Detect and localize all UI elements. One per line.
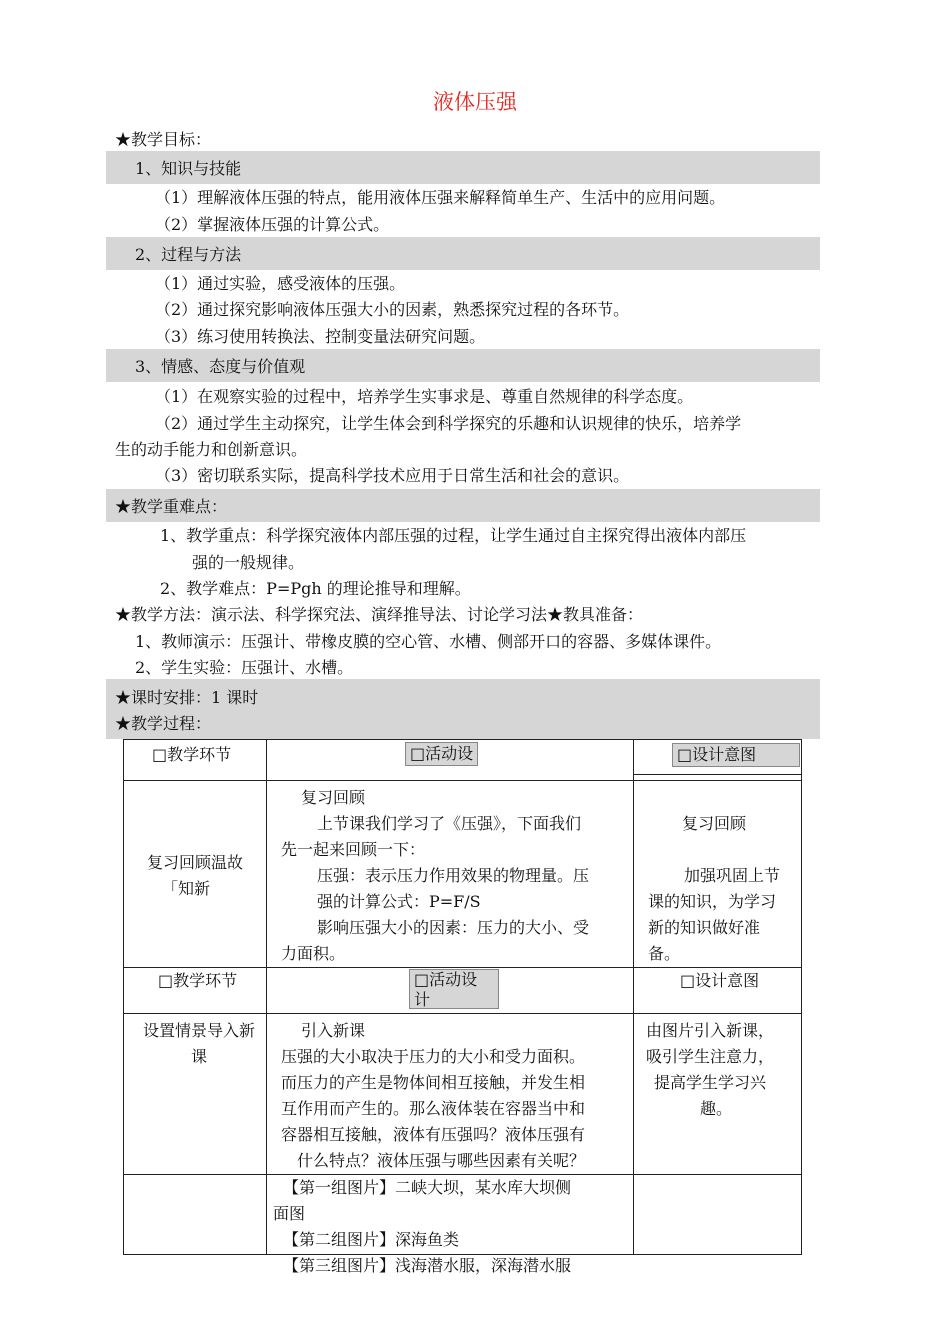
objective-section-label: 1、知识与技能 (135, 159, 242, 178)
header-label: □教学环节 (152, 745, 232, 764)
cell-text: 「知新 (161, 879, 210, 898)
cell-text: 引入新课 (301, 1021, 366, 1040)
cell-text: 提高学生学习兴 (654, 1073, 767, 1092)
header-cell (124, 740, 267, 781)
header-label: □活动设 (405, 742, 478, 766)
table-row (124, 1014, 802, 1175)
schedule-line: ★课时安排：1 课时 (115, 688, 259, 707)
objective-section-label: 3、情感、态度与价值观 (135, 357, 306, 376)
keypoint-item: 强的一般规律。 (192, 553, 305, 572)
header-cell (267, 740, 634, 781)
table-cell (634, 1014, 802, 1175)
cell-text: 容器相互接触，液体有压强吗？液体压强有 (281, 1125, 586, 1144)
header-cell (267, 968, 634, 1014)
page-title: 液体压强 (433, 90, 517, 114)
header-label: □活动设 (414, 970, 478, 989)
cell-text: 由图片引入新课， (646, 1021, 775, 1040)
table-cell (124, 781, 267, 968)
cell-text: 【第三组图片】浅海潜水服，深海潜水服 (283, 1256, 572, 1275)
table-cell (124, 1175, 267, 1255)
cell-text: 先一起来回顾一下： (281, 840, 426, 859)
header-label: □设计意图 (672, 743, 800, 767)
cell-text: 面图 (273, 1204, 306, 1223)
table-cell (124, 1014, 267, 1175)
cell-text: 备。 (648, 944, 681, 963)
header-cell (124, 968, 267, 1014)
cell-text: 设置情景导入新 (142, 1021, 255, 1040)
table-header-row (124, 968, 802, 1014)
cell-text: 吸引学生注意力， (646, 1047, 775, 1066)
cell-text: 压强：表示压力作用效果的物理量。压 (317, 866, 590, 885)
keypoints-heading: ★教学重难点： (115, 497, 228, 516)
objective-section-label: 2、过程与方法 (135, 245, 242, 264)
keypoint-item: 1、教学重点：科学探究液体内部压强的过程，让学生通过自主探究得出液体内部压 (160, 526, 747, 545)
objective-item: （2）通过探究影响液体压强大小的因素，熟悉探究过程的各环节。 (155, 300, 630, 319)
objective-item: （1）在观察实验的过程中，培养学生实事求是、尊重自然规律的科学态度。 (155, 387, 694, 406)
cell-text: 加强巩固上节 (684, 866, 781, 885)
header-label: □教学环节 (158, 971, 238, 990)
cell-text: 趣。 (700, 1099, 733, 1118)
table-cell (267, 781, 634, 968)
cell-text: 强的计算公式：P=F/S (317, 892, 481, 911)
cell-text: 什么特点？液体压强与哪些因素有关呢？ (297, 1151, 586, 1170)
methods-item: 2、学生实验：压强计、水槽。 (135, 658, 354, 677)
process-table (123, 739, 802, 1275)
cell-text: 力面积。 (281, 944, 346, 963)
table-cell (634, 781, 802, 968)
cell-text: 【第一组图片】二峡大坝，某水库大坝侧 (283, 1178, 572, 1197)
cell-text: 课的知识，为学习 (648, 892, 777, 911)
process-heading: ★教学过程： (115, 714, 212, 733)
cell-text: 复习回顾 (682, 814, 747, 833)
objectives-heading: ★教学目标： (115, 130, 212, 149)
table-row (124, 781, 802, 968)
cell-text: 复习回顾 (301, 788, 366, 807)
keypoint-item: 2、教学难点：P=Pgh 的理论推导和理解。 (160, 579, 471, 598)
cell-text: 【第二组图片】深海鱼类 (283, 1230, 460, 1249)
cell-text: 互作用而产生的。那么液体装在容器当中和 (281, 1099, 586, 1118)
table-cell (267, 1014, 634, 1175)
cell-text: 复习回顾温故 (146, 853, 243, 872)
header-label: □设计意图 (680, 971, 760, 990)
table-cell (267, 1175, 634, 1275)
header-cell (634, 740, 802, 781)
objective-item: （2）通过学生主动探究，让学生体会到科学探究的乐趣和认识规律的快乐，培养学 (155, 414, 742, 433)
objective-item: （2）掌握液体压强的计算公式。 (155, 215, 390, 234)
methods-line: ★教学方法：演示法、科学探究法、演绎推导法、讨论学习法★教具准备： (115, 605, 644, 624)
cell-text: 影响压强大小的因素：压力的大小、受 (317, 918, 590, 937)
cell-text: 压强的大小取决于压力的大小和受力面积。 (281, 1047, 586, 1066)
table-cell (634, 1175, 802, 1255)
table-row (124, 1175, 802, 1255)
objective-item: （3）练习使用转换法、控制变量法研究问题。 (155, 327, 486, 346)
cell-text: 上节课我们学习了《压强》，下面我们 (317, 814, 582, 833)
cell-text: 而压力的产生是物体间相互接触，并发生相 (281, 1073, 586, 1092)
table-header-row (124, 740, 802, 781)
header-label: 计 (414, 990, 431, 1009)
objective-item: （1）理解液体压强的特点，能用液体压强来解释简单生产、生活中的应用问题。 (155, 188, 726, 207)
objective-item: 生的动手能力和创新意识。 (115, 440, 308, 459)
objective-item: （3）密切联系实际，提高科学技术应用于日常生活和社会的意识。 (155, 466, 630, 485)
objective-item: （1）通过实验，感受液体的压强。 (155, 274, 406, 293)
cell-text: 新的知识做好准 (648, 918, 761, 937)
methods-item: 1、教师演示：压强计、带橡皮膜的空心管、水槽、侧部开口的容器、多媒体课件。 (135, 632, 722, 651)
header-cell (634, 968, 802, 1014)
cell-text: 课 (190, 1047, 207, 1066)
